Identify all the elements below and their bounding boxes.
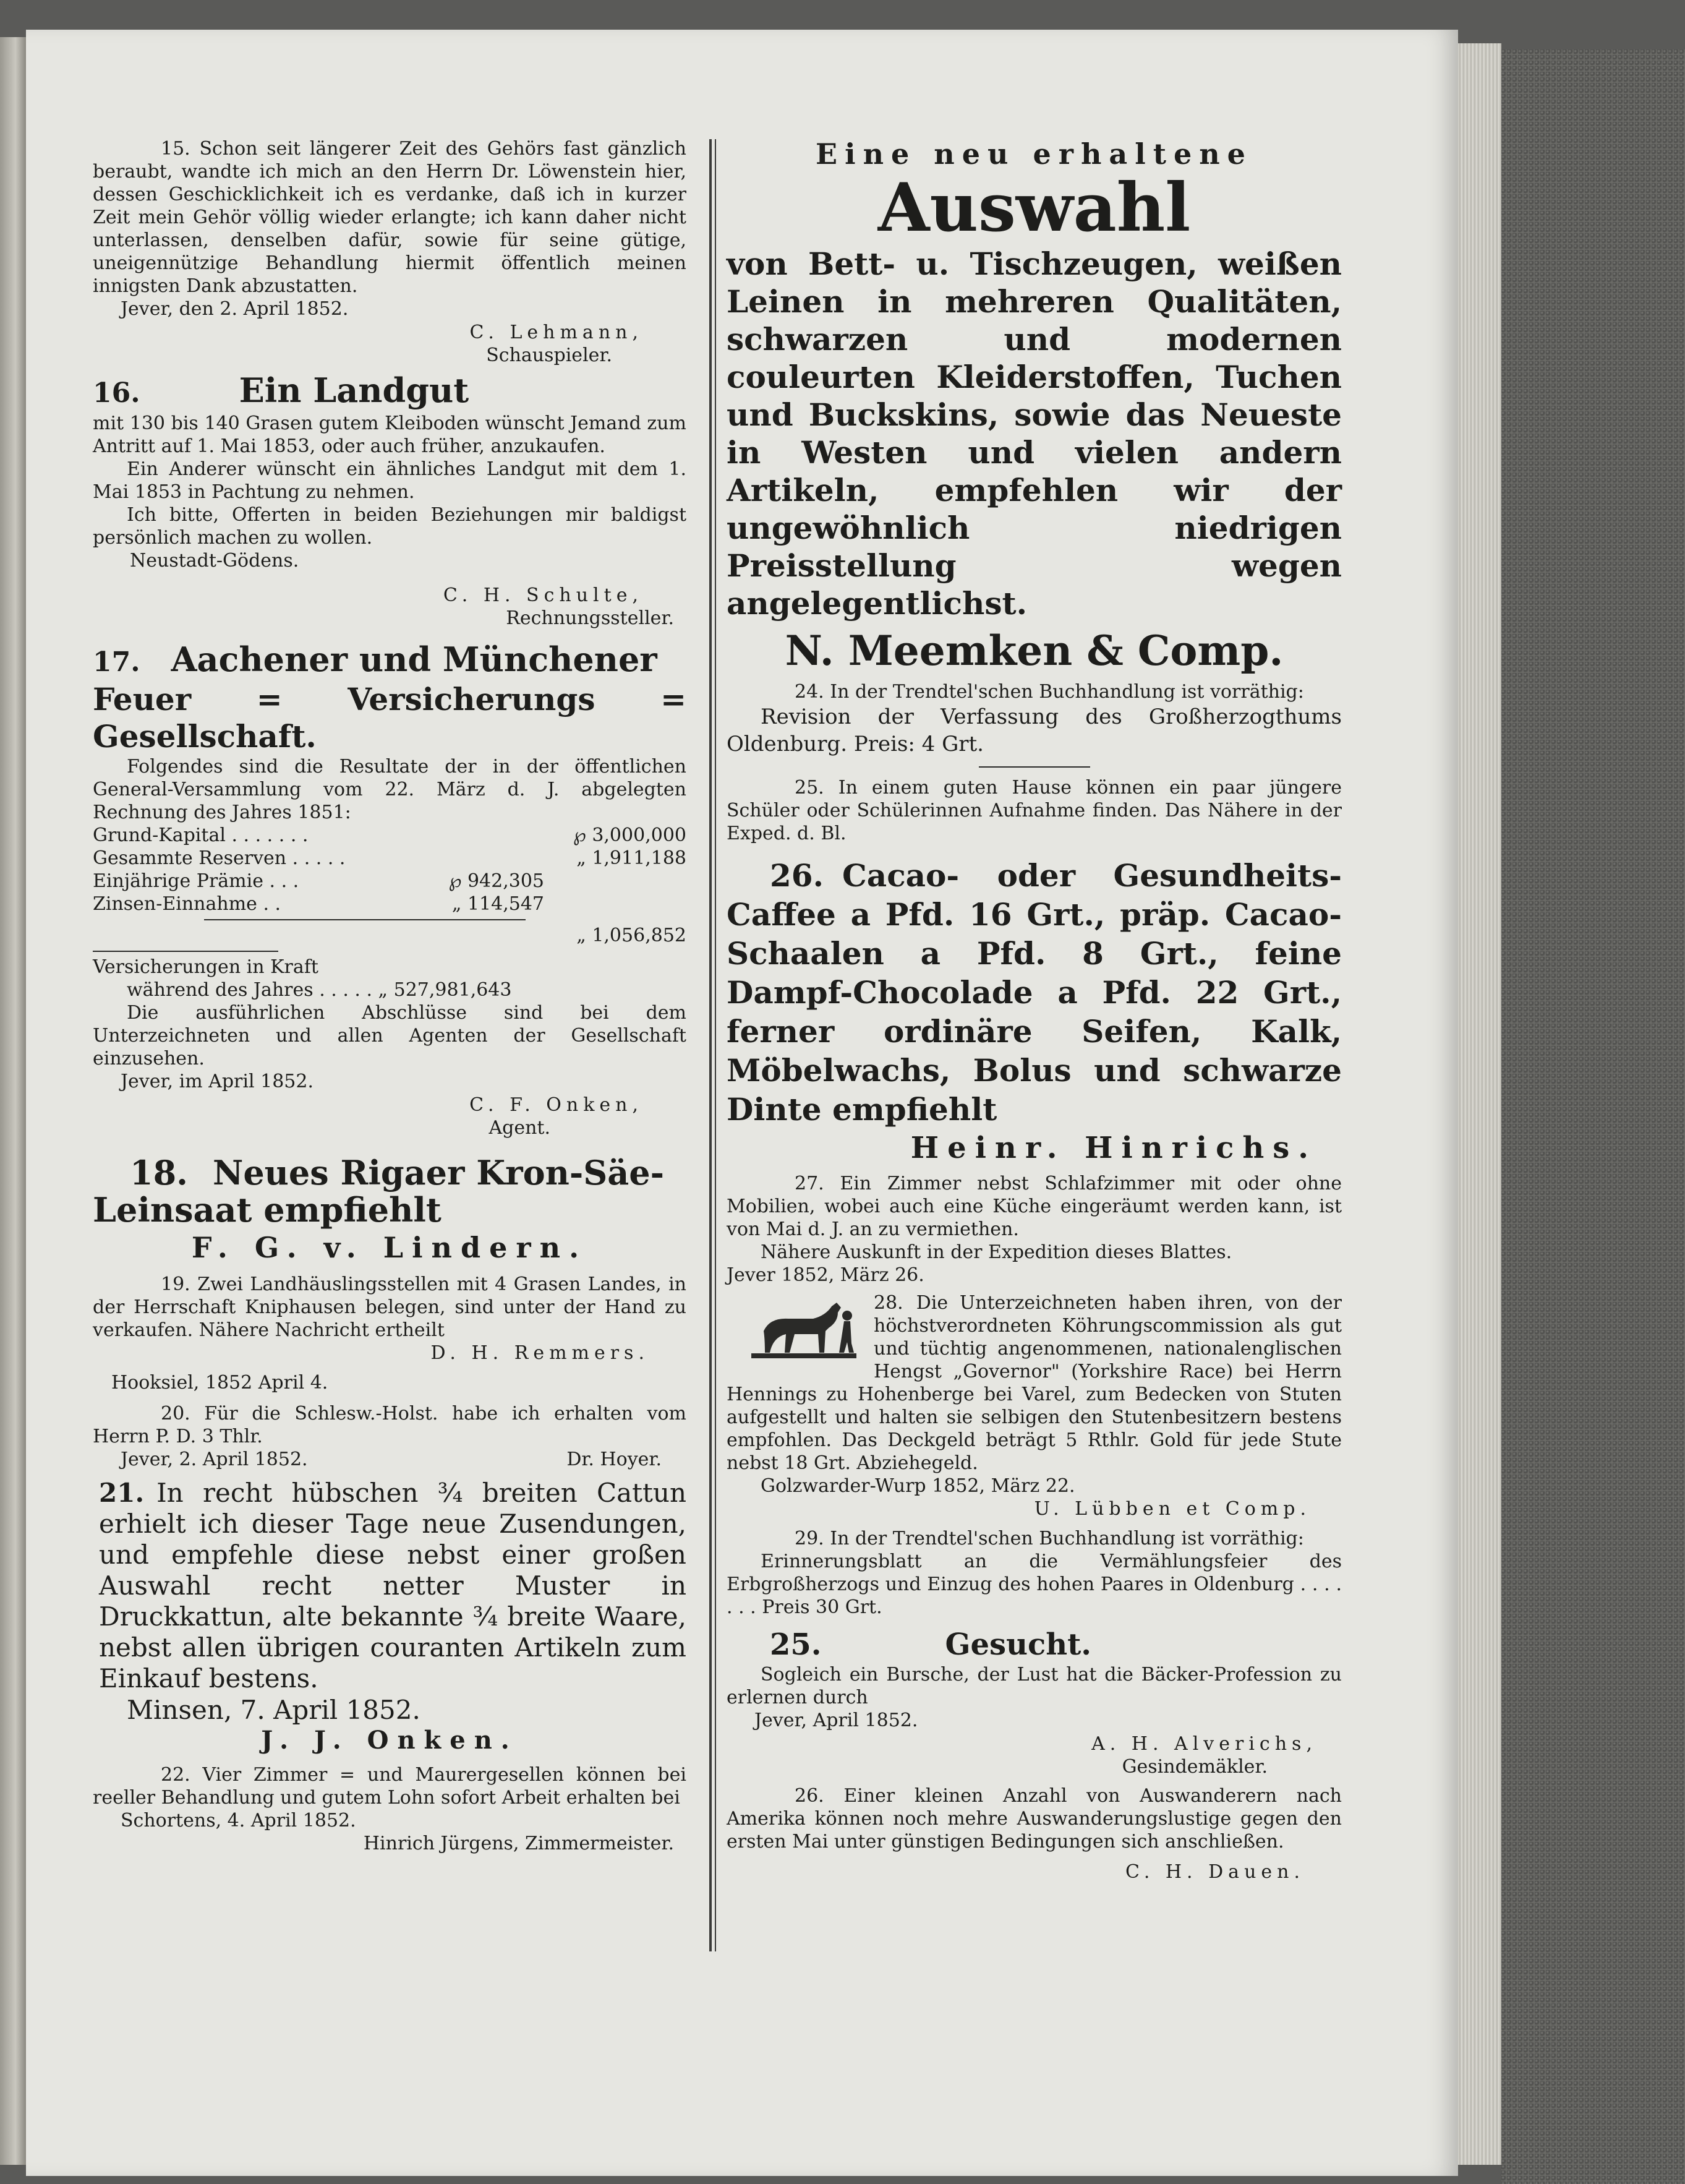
ad-number: 26. — [795, 1785, 824, 1807]
ad-signature: C. H. Schulte, — [443, 585, 643, 606]
ad-signature: N. Meemken & Comp. — [785, 627, 1284, 675]
ad-text: Vier Zimmer = und Maurergesellen können bei reeller Behandlung und gutem Lohn sofort Arbeit erhalten bei — [93, 1764, 686, 1809]
ad-date: Hooksiel, 1852 April 4. — [111, 1372, 328, 1394]
right-column — [727, 137, 1342, 1884]
ad-text: Einer kleinen Anzahl von Auswanderern nach Amerika können noch mehre Auswanderungslustige gegen den ersten Mai unter günstigen Bedingungen sich anschließen. — [727, 1785, 1342, 1852]
ad-15 — [93, 137, 686, 367]
ad-25 — [727, 776, 1342, 845]
book-cover — [1501, 49, 1685, 2184]
ad-heading-1: Aachener und Münchener — [171, 640, 657, 679]
ad-text: In der Trendtel'schen Buchhandlung ist vorräthig: — [830, 681, 1304, 703]
ad-text: Für die Schlesw.-Holst. habe ich erhalten vom Herrn P. D. 3 Thlr. — [93, 1403, 686, 1447]
ad-signature: Dr. Hoyer. — [566, 1449, 662, 1470]
table-row: Grund-Kapital . . . . . . . ℘ 3,000,000 — [93, 824, 686, 846]
ad-16 — [93, 372, 686, 630]
ad-role: Rechnungssteller. — [506, 607, 674, 629]
page-stack-edge — [1458, 43, 1501, 2165]
ad-number: 26. — [770, 857, 824, 894]
ad-text: In recht hübschen ¾ breiten Cattun erhielt ich dieser Tage neue Zusendungen, und empfehle diese nebst einer großen Auswahl recht netter Muster in Druckkattun, alte bekannte ¾ breite Waare, nebst allen übrigen couranten Artikeln zum Einkauf bestens. — [99, 1478, 686, 1694]
table-row: Einjährige Prämie . . . ℘ 942,305 — [93, 870, 544, 892]
ad-signature: U. Lübben et Comp. — [1034, 1498, 1311, 1520]
ad-17 — [93, 641, 686, 1139]
ad-text: Cacao- oder Gesundheits-Caffee a Pfd. 16 Grt., präp. Cacao-Schaalen a Pfd. 8 Grt., feine Dampf-Chocolade a Pfd. 22 Grt., ferner ordinäre Seifen, Kalk, Möbelwachs, Bolus und schwarze Dinte empfiehlt — [727, 857, 1342, 1128]
ad-29 — [727, 1527, 1342, 1619]
sum-rule — [204, 919, 526, 920]
ad-28 — [727, 1291, 1342, 1521]
table-row: Zinsen-Einnahme . . „ 114,547 — [93, 893, 544, 915]
ad-line-1: Eine neu erhaltene — [816, 137, 1253, 171]
ad-number: 22. — [161, 1764, 190, 1786]
ad-number: 17. — [93, 646, 140, 678]
ad-text: Schon seit längerer Zeit des Gehörs fast gänzlich beraubt, wandte ich mich an den Herrn Dr. Löwenstein hier, dessen Geschicklichkeit ich es verdanke, daß ich in kurzer Zeit mein Gehör völlig wieder erlangte; ich kann daher nicht unterlassen, denselben dafür, sowie für seine gütige, uneigennützige Behandlung hiermit öffentlich meinen innigsten Dank abzustatten. — [93, 138, 686, 297]
ad-text: mit 130 bis 140 Grasen gutem Kleiboden wünscht Jemand zum Antritt auf 1. Mai 1853, oder auch früher, anzukaufen. — [93, 413, 686, 457]
insured-label: Versicherungen in Kraft — [93, 956, 318, 978]
ad-role: Schauspieler. — [486, 345, 612, 366]
divider — [93, 951, 278, 952]
ad-place: Neustadt-Gödens. — [130, 550, 299, 572]
table-row-total: „ 1,056,852 — [576, 925, 686, 946]
column-divider — [709, 139, 712, 1951]
ad-19 — [93, 1273, 686, 1395]
ad-heading-2: Feuer = Versicherungs = Gesellschaft. — [93, 681, 686, 755]
ad-date: Schortens, 4. April 1852. — [121, 1810, 356, 1831]
ad-number: 25. — [770, 1627, 822, 1662]
ad-date: Jever, im April 1852. — [121, 1071, 314, 1092]
ad-signature: Heinr. Hinrichs. — [910, 1131, 1317, 1165]
finance-table — [93, 824, 686, 947]
ad-signature: D. H. Remmers. — [430, 1342, 649, 1364]
left-column — [93, 137, 686, 1855]
ad-26 — [727, 856, 1342, 1167]
ad-line-2: Auswahl — [877, 169, 1191, 247]
adjacent-page-edge — [0, 37, 26, 2165]
ad-27 — [727, 1172, 1342, 1287]
ad-text: Sogleich ein Bursche, der Lust hat die Bäcker-Profession zu erlernen durch — [727, 1664, 1342, 1708]
ad-meemken — [727, 137, 1342, 675]
ad-number: 27. — [795, 1173, 824, 1194]
ad-text: In der Trendtel'schen Buchhandlung ist vorräthig: — [830, 1528, 1304, 1549]
table-row: Gesammte Reserven . . . . . „ 1,911,188 — [93, 847, 686, 869]
ad-text-3: Ich bitte, Offerten in beiden Beziehungen mir baldigst persönlich machen zu wollen. — [93, 504, 686, 549]
ad-signature: F. G. v. Lindern. — [191, 1231, 588, 1264]
ad-number: 19. — [161, 1274, 190, 1295]
divider — [979, 766, 1090, 768]
ad-signature: C. Lehmann, — [469, 322, 643, 343]
ad-body: von Bett- u. Tischzeugen, weißen Leinen in mehreren Qualitäten, schwarzen und modernen couleurten Kleiderstoffen, Tuchen und Buckskins, sowie das Neueste in Westen und vielen andern Artikeln, empfehlen wir der ungewöhnlich niedrigen Preisstellung wegen angelegentlichst. — [727, 246, 1342, 622]
ad-signature: C. H. Dauen. — [1125, 1861, 1305, 1883]
column-divider-inner — [715, 139, 716, 1951]
ad-date: Jever, 2. April 1852. — [121, 1449, 308, 1470]
ad-number: 15. — [161, 138, 190, 160]
ad-signature: J. J. Onken. — [261, 1726, 518, 1755]
ad-heading: Ein Landgut — [239, 370, 469, 410]
ad-role: Gesindemäkler. — [1122, 1756, 1268, 1778]
book-title: Revision der Verfassung des Großherzogthums Oldenburg. Preis: 4 Grt. — [727, 704, 1342, 756]
ad-number: 20. — [161, 1403, 190, 1424]
ad-18 — [93, 1154, 686, 1267]
ad-text: Zwei Landhäuslingsstellen mit 4 Grasen Landes, in der Herrschaft Kniphausen belegen, sind unter der Hand zu verkaufen. Nähere Nachricht ertheilt — [93, 1274, 686, 1341]
ad-text-2: Die ausführlichen Abschlüsse sind bei dem Unterzeichneten und allen Agenten der Gesellschaft einzusehen. — [93, 1002, 686, 1069]
ad-25-gesucht — [727, 1626, 1342, 1778]
ad-number: 29. — [795, 1528, 824, 1549]
horse-icon — [745, 1294, 863, 1362]
ad-20 — [93, 1402, 686, 1471]
ad-number: 28. — [874, 1292, 903, 1314]
ad-signature: C. F. Onken, — [469, 1094, 643, 1116]
insured-value: während des Jahres . . . . . „ 527,981,643 — [127, 979, 512, 1001]
ad-number: 24. — [795, 681, 824, 703]
ad-date: Minsen, 7. April 1852. — [127, 1695, 420, 1725]
ad-heading: Gesucht. — [945, 1627, 1091, 1662]
ad-text: In einem guten Hause können ein paar jüngere Schüler oder Schülerinnen Aufnahme finden. Das Nähere in der Exped. d. Bl. — [727, 777, 1342, 844]
ad-text: Die Unterzeichneten haben ihren, von der höchstverordneten Köhrungscommission als gut und tüchtig angenommenen, nationalenglischen Hengst „Governor" (Yorkshire Race) bei Herrn Hennings zu Hohenberge bei Varel, zum Bedecken von Stuten aufgestellt und halten sie selbigen den Stutenbesitzern bestens empfohlen. Das Deckgeld beträgt 5 Rthlr. Gold für jede Stute nebst 18 Grt. Abziehegeld. — [727, 1292, 1342, 1474]
ad-text-2: Nähere Auskunft in der Expedition dieses Blattes. — [761, 1241, 1232, 1263]
ad-22 — [93, 1763, 686, 1855]
ad-26-emigrants — [727, 1784, 1342, 1884]
ad-number: 16. — [93, 377, 140, 409]
ad-date: Jever 1852, März 26. — [727, 1264, 924, 1286]
ad-21 — [93, 1478, 686, 1755]
ad-role: Agent. — [488, 1117, 550, 1139]
ad-date: Jever, den 2. April 1852. — [121, 298, 349, 320]
ad-text-2: Ein Anderer wünscht ein ähnliches Landgut mit dem 1. Mai 1853 in Pachtung zu nehmen. — [93, 458, 686, 503]
ad-24 — [727, 680, 1342, 758]
ad-intro: Folgendes sind die Resultate der in der öffentlichen General-Versammlung vom 22. März d. J. abgelegten Rechnung des Jahres 1851: — [93, 756, 686, 823]
ad-line-2: Leinsaat empfiehlt — [93, 1190, 442, 1230]
ad-number: 25. — [795, 777, 824, 799]
ad-signature: A. H. Alverichs, — [1091, 1733, 1317, 1755]
ad-line-1: Neues Rigaer Kron-Säe- — [212, 1153, 665, 1193]
ad-number: 21. — [99, 1478, 145, 1508]
ad-date: Jever, April 1852. — [754, 1710, 918, 1731]
ad-date: Golzwarder-Wurp 1852, März 22. — [761, 1475, 1075, 1497]
book-title: Erinnerungsblatt an die Vermählungsfeier des Erbgroßherzogs und Einzug des hohen Paares in Oldenburg . . . . . . . Preis 30 Grt. — [727, 1551, 1342, 1618]
ad-signature: Hinrich Jürgens, Zimmermeister. — [363, 1833, 674, 1854]
ad-text: Ein Zimmer nebst Schlafzimmer mit oder ohne Mobilien, wobei auch eine Küche eingeräumt werden kann, ist von Mai d. J. an zu vermiethen. — [727, 1173, 1342, 1240]
ad-number: 18. — [130, 1153, 188, 1193]
